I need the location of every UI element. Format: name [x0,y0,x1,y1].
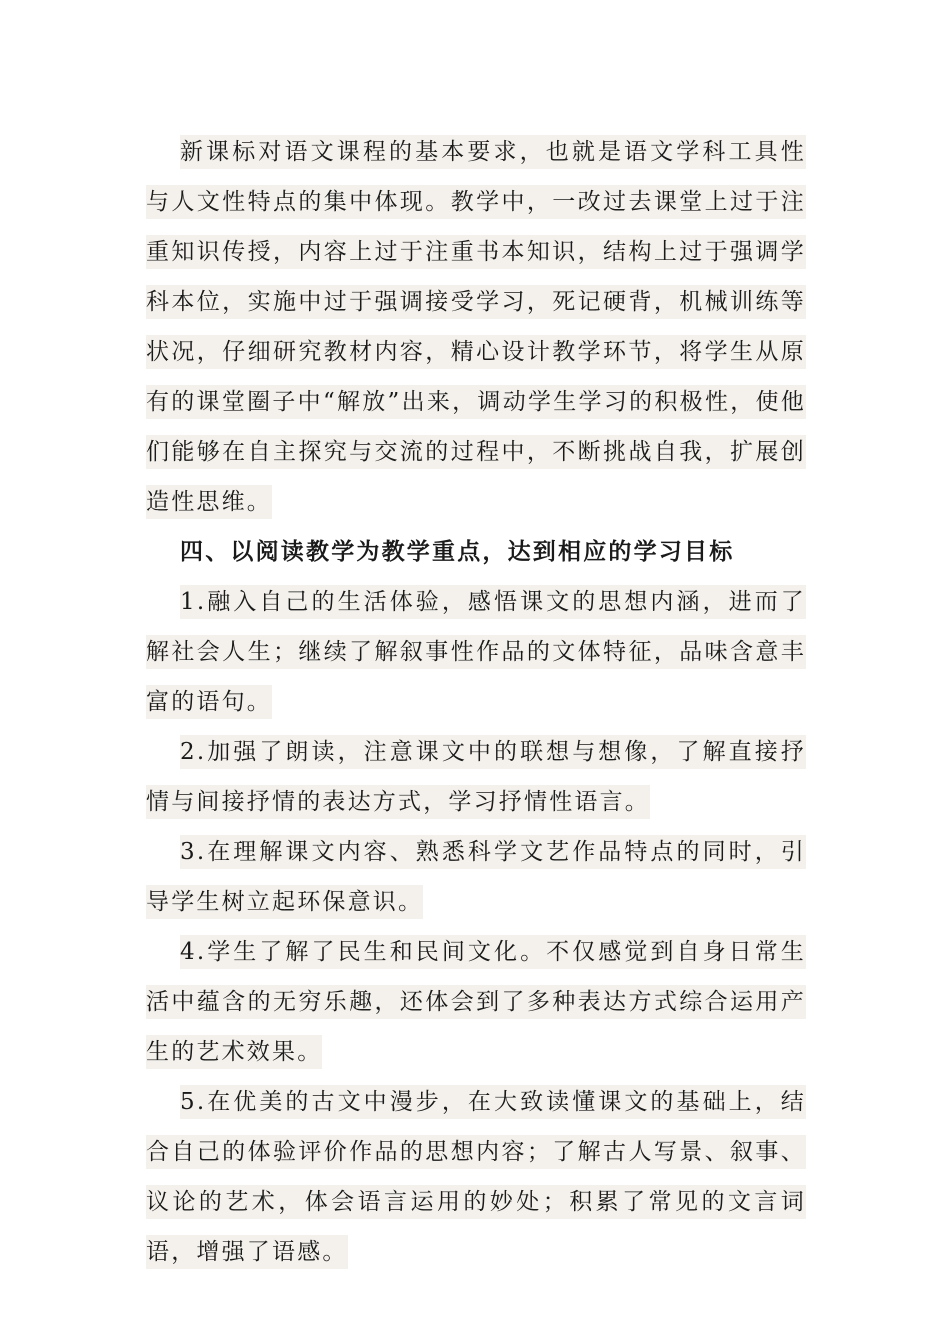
list-item-text: 3.在理解课文内容、熟悉科学文艺作品特点的同时，引导学生树立起环保意识。 [146,835,806,919]
heading-text: 四、以阅读教学为教学重点，达到相应的学习目标 [180,538,735,565]
list-item-text: 4.学生了解了民生和民间文化。不仅感觉到自身日常生活中蕴含的无穷乐趣，还体会到了多种表达方式综合运用产生的艺术效果。 [146,935,806,1069]
list-item-3 [146,827,806,927]
list-item-text: 1.融入自己的生活体验，感悟课文的思想内涵，进而了解社会人生；继续了解叙事性作品的文体特征，品味含意丰富的语句。 [146,585,806,719]
list-item-2 [146,727,806,827]
paragraph-text: 新课标对语文课程的基本要求，也就是语文学科工具性与人文性特点的集中体现。教学中，一改过去课堂上过于注重知识传授，内容上过于注重书本知识，结构上过于强调学科本位，实施中过于强调接受学习，死记硬背，机械训练等状况，仔细研究教材内容，精心设计教学环节，将学生从原有的课堂圈子中“解放”出来，调动学生学习的积极性，使他们能够在自主探究与交流的过程中，不断挑战自我，扩展创造性思维。 [146,135,806,519]
section-heading [146,527,806,577]
list-item-5 [146,1077,806,1277]
list-item-text: 2.加强了朗读，注意课文中的联想与想像，了解直接抒情与间接抒情的表达方式，学习抒情性语言。 [146,735,806,819]
list-item-4 [146,927,806,1077]
list-item-1 [146,577,806,727]
paragraph-intro [146,127,806,527]
list-item-text: 5.在优美的古文中漫步，在大致读懂课文的基础上，结合自己的体验评价作品的思想内容；了解古人写景、叙事、议论的艺术，体会语言运用的妙处；积累了常见的文言词语，增强了语感。 [146,1085,806,1269]
document-body [146,127,806,1277]
